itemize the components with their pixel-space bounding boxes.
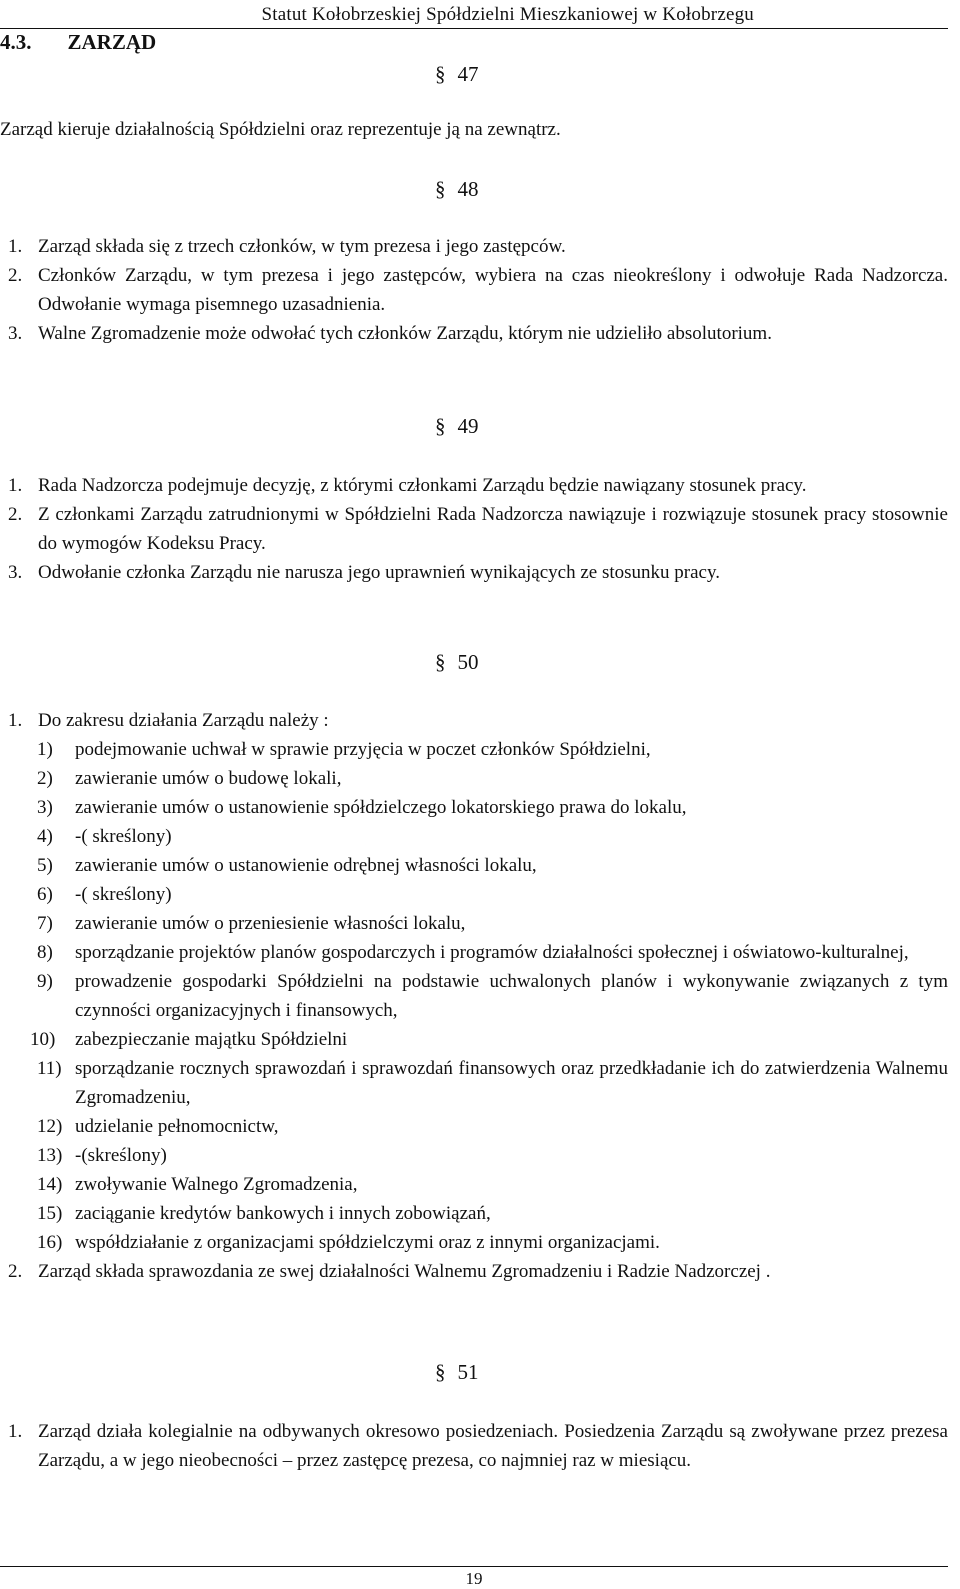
sub-item-number: 2) <box>37 768 53 789</box>
paragraph-number: 49 <box>457 414 479 438</box>
sub-item <box>0 909 948 938</box>
item-number: 3. <box>8 323 23 344</box>
sub-item <box>0 735 948 764</box>
item-number: 1. <box>8 710 23 731</box>
sub-item-number: 9) <box>37 971 53 992</box>
sub-item-number: 6) <box>37 884 53 905</box>
sub-item-text: zaciąganie kredytów bankowych i innych zobowiązań, <box>75 1203 491 1224</box>
list-item <box>0 706 948 735</box>
sub-item <box>0 1025 948 1054</box>
item-number: 2. <box>8 504 23 525</box>
section-title: ZARZĄD <box>67 30 157 54</box>
item-number: 1. <box>8 236 23 257</box>
paragraph-sign: § <box>435 650 446 674</box>
item-text: Do zakresu działania Zarządu należy : <box>38 710 329 731</box>
sub-item <box>0 880 948 909</box>
paragraph-sign: § <box>435 414 446 438</box>
sub-item-text: udzielanie pełnomocnictw, <box>75 1116 279 1137</box>
list-item <box>0 261 948 319</box>
sub-item-text: zwoływanie Walnego Zgromadzenia, <box>75 1174 358 1195</box>
sub-item-text: -( skreślony) <box>75 826 172 847</box>
sub-item <box>0 793 948 822</box>
section-number: 4.3. <box>0 30 32 54</box>
sub-item <box>0 1199 948 1228</box>
sub-item <box>0 822 948 851</box>
sub-item-number: 1) <box>37 739 53 760</box>
item-text: Rada Nadzorcza podejmuje decyzję, z którymi członkami Zarządu będzie nawiązany stosunek pracy. <box>38 475 807 496</box>
paragraph-number: 48 <box>457 177 479 201</box>
paragraph-sign: § <box>435 1360 446 1384</box>
paragraph-47-heading <box>435 62 479 87</box>
item-text: Zarząd składa sprawozdania ze swej działalności Walnemu Zgromadzeniu i Radzie Nadzorczej . <box>38 1261 771 1282</box>
paragraph-sign: § <box>435 177 446 201</box>
list-item <box>0 558 948 587</box>
sub-item <box>0 967 948 1025</box>
item-text: Członków Zarządu, w tym prezesa i jego zastępców, wybiera na czas nieokreślony i odwołuje Rada Nadzorcza. Odwołanie wymaga pisemnego uzasadnienia. <box>38 265 948 315</box>
sub-item-text: zawieranie umów o ustanowienie spółdzielczego lokatorskiego prawa do lokalu, <box>75 797 687 818</box>
page-number: 19 <box>465 1569 483 1588</box>
sub-item <box>0 1054 948 1112</box>
item-number: 3. <box>8 562 23 583</box>
paragraph-49-list <box>0 471 948 587</box>
sub-item-text: zabezpieczanie majątku Spółdzielni <box>75 1029 348 1050</box>
paragraph-49-heading <box>435 414 479 439</box>
sub-item-number: 10) <box>30 1029 56 1050</box>
item-text: Odwołanie członka Zarządu nie narusza jego uprawnień wynikających ze stosunku pracy. <box>38 562 720 583</box>
list-item <box>0 1417 948 1475</box>
list-item <box>0 1257 948 1286</box>
sub-item-text: zawieranie umów o budowę lokali, <box>75 768 342 789</box>
item-number: 2. <box>8 1261 23 1282</box>
sub-item-number: 8) <box>37 942 53 963</box>
header-rule <box>0 28 948 29</box>
sub-item-text: prowadzenie gospodarki Spółdzielni na podstawie uchwalonych planów i wykonywanie związanych z tym czynności organizacyjnych i finansowych, <box>75 971 948 1021</box>
item-text: Z członkami Zarządu zatrudnionymi w Spółdzielni Rada Nadzorcza nawiązuje i rozwiązuje stosunek pracy stosownie do wymogów Kodeksu Pracy. <box>38 504 948 554</box>
item-number: 2. <box>8 265 23 286</box>
sub-item-number: 11) <box>37 1058 62 1079</box>
sub-item <box>0 938 948 967</box>
item-text: Walne Zgromadzenie może odwołać tych członków Zarządu, którym nie udzieliło absolutorium. <box>38 323 772 344</box>
section-heading <box>0 30 156 55</box>
paragraph-48-list <box>0 232 948 348</box>
list-item <box>0 471 948 500</box>
sub-item-number: 16) <box>37 1232 63 1253</box>
sub-item-number: 4) <box>37 826 53 847</box>
list-item <box>0 500 948 558</box>
item-text: Zarząd składa się z trzech członków, w tym prezesa i jego zastępców. <box>38 236 566 257</box>
item-number: 1. <box>8 475 23 496</box>
paragraph-47-text: Zarząd kieruje działalnością Spółdzielni oraz reprezentuje ją na zewnątrz. <box>0 119 561 140</box>
paragraph-50-list <box>0 706 948 1286</box>
paragraph-51-heading <box>435 1360 479 1385</box>
paragraph-50-heading <box>435 650 479 675</box>
sub-item <box>0 1228 948 1257</box>
sub-item-number: 5) <box>37 855 53 876</box>
sub-item <box>0 764 948 793</box>
sub-item-number: 7) <box>37 913 53 934</box>
paragraph-48-heading <box>435 177 479 202</box>
list-item <box>0 319 948 348</box>
sub-item-text: zawieranie umów o przeniesienie własności lokalu, <box>75 913 466 934</box>
sub-item <box>0 1141 948 1170</box>
sub-item <box>0 1112 948 1141</box>
sub-item <box>0 1170 948 1199</box>
sub-item-number: 15) <box>37 1203 63 1224</box>
paragraph-sign: § <box>435 62 446 86</box>
sub-item-text: -(skreślony) <box>75 1145 167 1166</box>
running-header: Statut Kołobrzeskiej Spółdzielni Mieszkaniowej w Kołobrzegu <box>261 4 754 25</box>
sub-item-text: podejmowanie uchwał w sprawie przyjęcia w poczet członków Spółdzielni, <box>75 739 651 760</box>
item-text: Zarząd działa kolegialnie na odbywanych okresowo posiedzeniach. Posiedzenia Zarządu są zwoływane przez prezesa Zarządu, a w jego nieobecności – przez zastępcę prezesa, co najmniej raz w miesiącu. <box>38 1421 948 1471</box>
sub-item-number: 13) <box>37 1145 63 1166</box>
sub-item-text: zawieranie umów o ustanowienie odrębnej własności lokalu, <box>75 855 537 876</box>
paragraph-number: 47 <box>457 62 479 86</box>
paragraph-number: 50 <box>457 650 479 674</box>
sub-item <box>0 851 948 880</box>
sub-item-text: współdziałanie z organizacjami spółdzielczymi oraz z innymi organizacjami. <box>75 1232 660 1253</box>
item-number: 1. <box>8 1421 23 1442</box>
sub-item-number: 14) <box>37 1174 63 1195</box>
sub-item-text: sporządzanie rocznych sprawozdań i sprawozdań finansowych oraz przedkładanie ich do zatwierdzenia Walnemu Zgromadzeniu, <box>75 1058 948 1108</box>
sub-item-number: 3) <box>37 797 53 818</box>
sub-item-text: sporządzanie projektów planów gospodarczych i programów działalności społecznej i oświatowo-kulturalnej, <box>75 942 909 963</box>
sub-item-text: -( skreślony) <box>75 884 172 905</box>
paragraph-51-list <box>0 1417 948 1475</box>
list-item <box>0 232 948 261</box>
footer-rule <box>0 1566 948 1567</box>
paragraph-number: 51 <box>457 1360 479 1384</box>
sub-item-number: 12) <box>37 1116 63 1137</box>
